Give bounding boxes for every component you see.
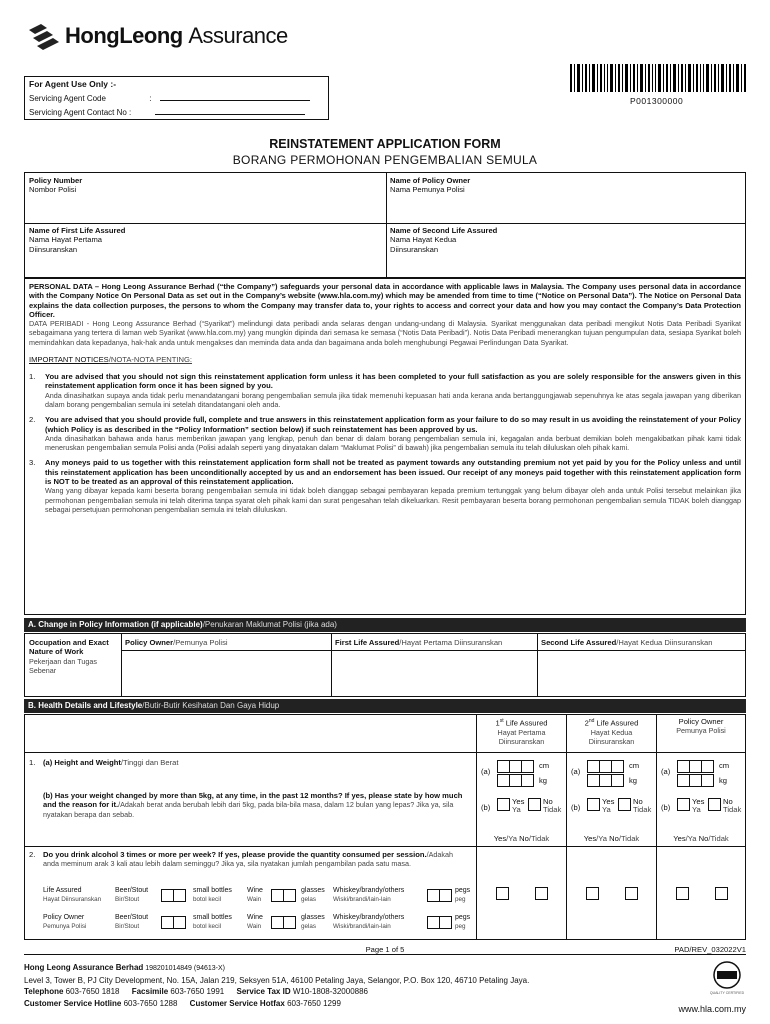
- whiskey-label-my: Wiski/brandi/lain-lain: [333, 896, 391, 904]
- small-bottles-label-my: botol kecil: [193, 923, 222, 931]
- question-2-my: /Adakah anda meminum arak 3 kali atau lebih dalam seminggu? Jika ya, sila nyatakan jumlah pengambilan pada satu masa.: [43, 850, 453, 869]
- wine-label-my: Wain: [247, 923, 262, 931]
- occupation-first-input[interactable]: [332, 651, 536, 695]
- beer-qty-input[interactable]: [161, 889, 186, 902]
- agent-code-label: Servicing Agent Code: [29, 94, 106, 103]
- beer-label: Beer/Stout: [115, 914, 149, 921]
- yes-no-header: [657, 834, 745, 843]
- col-second-num: 2: [584, 718, 589, 728]
- no-checkbox[interactable]: [708, 798, 721, 811]
- footer-tax: W10-1808-32000886: [292, 987, 368, 996]
- occupation-label-my: Pekerjaan dan Tugas Sebenar: [29, 656, 97, 675]
- unit-cm: cm: [539, 761, 550, 770]
- notice-text-en: You are advised that you should not sign this reinstatement application form unless it has been completed to your full satisfaction as you are solely responsible for the answers given in this reinstatement application form once it has been signed by you.: [45, 372, 741, 391]
- notices-title-my: /NOTA-NOTA PENTING:: [108, 355, 193, 365]
- footer-website[interactable]: www.hla.com.my: [678, 1004, 746, 1014]
- col-second-my1: Hayat Kedua: [590, 727, 633, 737]
- beer-label: Beer/Stout: [115, 887, 149, 894]
- col-header-second-life: [567, 717, 656, 746]
- second-life-label: Name of Second Life Assured: [390, 226, 498, 235]
- alcohol-row: [43, 886, 473, 910]
- yes-label: [602, 798, 614, 814]
- policy-number-field[interactable]: [29, 176, 379, 195]
- yn-tidak: /Tidak: [528, 834, 550, 843]
- col-owner-my1: Pemunya Polisi: [676, 726, 726, 736]
- label-b: (b): [661, 803, 671, 812]
- yn-ya: /Ya: [506, 834, 517, 843]
- question-1b: [43, 791, 471, 819]
- notice-text-en: Any moneys paid to us together with this reinstatement application form shall not be treated as payment towards any outstanding premium not yet paid by you for the Policy unless and until this reinstatement application has been unconditionally accepted by us and an endorsement has been issued. Our receipt of any moneys paid together with this reinstatement application form is NOT to be treated as an approval of this reinstatement application.: [45, 458, 741, 487]
- question-2-number: 2.: [29, 850, 36, 859]
- logo-brand-bold: HongLeong: [65, 23, 183, 48]
- footer-fax-label: Facsimile: [131, 987, 169, 996]
- no-my: Tidak: [543, 805, 562, 814]
- footer-tax-label: Service Tax ID: [236, 987, 291, 996]
- no-en: No: [633, 797, 643, 806]
- footer-address: Level 3, Tower B, PJ City Development, No. 15A, Jalan 219, Seksyen 51A, 46100 Petaling Jaya, Selangor, P.O. Box 120, 46710 Petaling Jaya.: [24, 975, 530, 985]
- policy-info-grid: [24, 172, 746, 278]
- yn-yes: Yes: [583, 834, 597, 843]
- notice-text-my: Wang yang dibayar kepada kami beserta borang pengembalian semula ini tidak boleh dianggap sebagai pembayaran kepada premium tertunggak yang belum dibayar oleh anda untuk Polisi tersebut melainkan jika permohonan pengembalian semula ini telah diterima tanpa syarat oleh pihak kami dan surat pengesahan telah dikeluarkan. Resit pembayaran beserta borang permohonan pengembalian semula TIDAK boleh dianggap sebagai persetujuan permohonan pengembalian semula ini telah diluluskan.: [45, 486, 741, 514]
- pegs-label: pegs: [455, 887, 471, 894]
- yes-en: Yes: [602, 797, 615, 806]
- quality-badge-text: QUALITY CERTIFIED: [709, 991, 745, 995]
- label-b: (b): [571, 803, 581, 812]
- notices-box: [24, 278, 746, 615]
- beer-label-my: Bir/Stout: [115, 923, 140, 931]
- height-input[interactable]: [497, 760, 534, 773]
- yn-tidak: /Tidak: [618, 834, 640, 843]
- policy-number-label-my: Nombor Polisi: [29, 185, 77, 195]
- footer-hotline: 603-7650 1288: [123, 998, 178, 1008]
- yn-no: No: [609, 834, 619, 843]
- footer-hotfax: 603-7650 1299: [287, 998, 341, 1008]
- glasses-label-my: gelas: [301, 923, 317, 931]
- occupation-second-input[interactable]: [538, 651, 745, 695]
- yn-ya: /Ya: [596, 834, 607, 843]
- q2-yes-checkbox[interactable]: [676, 887, 689, 900]
- question-1a-my: /Tinggi dan Berat: [120, 758, 179, 767]
- yes-checkbox[interactable]: [677, 798, 690, 811]
- agent-code-colon: :: [149, 94, 152, 103]
- no-my: Tidak: [633, 805, 652, 814]
- col-first-sup: st: [499, 718, 504, 724]
- section-a-title-my: /Penukaran Maklumat Polisi (jika ada): [202, 620, 337, 629]
- notice-item: [29, 415, 741, 452]
- notice-number: 3.: [29, 458, 36, 468]
- owner-name-label-my: Nama Pemunya Polisi: [390, 185, 465, 195]
- company-info: [24, 962, 664, 1009]
- question-1b-en: (b) Has your weight changed by more than 5kg, at any time, in the past 12 months? If yes, please state by how much and the reason for it.: [43, 791, 463, 810]
- wine-label: Wine: [247, 887, 263, 894]
- personal-data-en: PERSONAL DATA – Hong Leong Assurance Berhad (“the Company”) safeguards your personal data in accordance with applicable laws in Malaysia. The Company uses personal data in accordance with the Company Notice On Personal Data as set out in the Company’s website (www.hla.com.my) which may be amended from time to time (“Notice on Personal Data”). The Notice on Personal Data explains the data collection purposes, the persons to whom the Company may transfer data to, your rights to access and correct your data and how you may contact the Company’s Data Protection Officer.: [29, 282, 741, 319]
- unit-cm: cm: [629, 761, 640, 770]
- notice-item: [29, 372, 741, 409]
- alcohol-who: Policy Owner: [43, 914, 85, 921]
- col-first-num: 1: [495, 718, 500, 728]
- whiskey-qty-input[interactable]: [427, 916, 452, 929]
- first-life-label: Name of First Life Assured: [29, 226, 126, 235]
- logo-brand-light: Assurance: [188, 23, 288, 48]
- company-logo: [27, 20, 347, 56]
- col-first-en: Life Assured: [503, 718, 548, 728]
- col-second-life-en: Second Life Assured: [541, 638, 617, 647]
- agent-code-field[interactable]: [160, 93, 310, 101]
- pegs-label-my: peg: [455, 896, 466, 904]
- alcohol-who: Life Assured: [43, 887, 82, 894]
- yn-no: No: [698, 834, 709, 843]
- col-first-life: [335, 638, 502, 647]
- question-1a: [29, 758, 469, 767]
- notice-number: 2.: [29, 415, 36, 425]
- glasses-label-my: gelas: [301, 896, 317, 904]
- pegs-label-my: peg: [455, 923, 466, 931]
- q2-no-checkbox[interactable]: [625, 887, 638, 900]
- section-a-header: [24, 618, 746, 632]
- second-life-label-my: Nama Hayat Kedua Diinsuranskan: [390, 235, 457, 254]
- yes-no-header: [567, 834, 656, 843]
- occupation-label-en: Occupation and Exact Nature of Work: [29, 638, 109, 657]
- no-label: [543, 798, 561, 814]
- no-checkbox[interactable]: [528, 798, 541, 811]
- col-second-life-my: /Hayat Kedua Diinsuranskan: [616, 638, 713, 647]
- occupation-label: [29, 638, 119, 675]
- yes-label: [692, 798, 704, 814]
- agent-box-title: For Agent Use Only :-: [29, 79, 117, 89]
- agent-contact-label: Servicing Agent Contact No :: [29, 108, 132, 117]
- yn-ya: /Ya: [685, 834, 697, 843]
- yes-my: Ya: [512, 805, 521, 814]
- beer-qty-input[interactable]: [161, 916, 186, 929]
- footer-hotfax-label: Customer Service Hotfax: [189, 998, 285, 1008]
- yes-my: Ya: [692, 805, 701, 814]
- small-bottles-label-my: botol kecil: [193, 896, 222, 904]
- height-input[interactable]: [677, 760, 714, 773]
- no-my: Tidak: [723, 805, 742, 814]
- footer-company-reg: 198201014849 (94613-X): [143, 965, 226, 972]
- whiskey-qty-input[interactable]: [427, 889, 452, 902]
- label-b: (b): [481, 803, 491, 812]
- whiskey-label: Whiskey/brandy/others: [333, 887, 405, 894]
- footer-tel: 603-7650 1818: [65, 987, 120, 996]
- no-label: [723, 798, 741, 814]
- second-life-field[interactable]: [390, 226, 500, 254]
- form-subtitle: BORANG PERMOHONAN PENGEMBALIAN SEMULA: [232, 153, 538, 167]
- section-b-header: [24, 699, 746, 713]
- glasses-label: glasses: [301, 887, 325, 894]
- logo-mark-icon: [27, 22, 61, 52]
- section-b-title: B. Health Details and Lifestyle: [28, 701, 143, 710]
- label-a: (a): [661, 767, 671, 776]
- col-owner-en: Policy Owner: [678, 717, 724, 726]
- weight-input[interactable]: [497, 774, 534, 787]
- col-first-life-my: /Hayat Pertama Diinsuranskan: [399, 638, 503, 647]
- question-1b-my: /Adakah berat anda berubah lebih dari 5kg, pada bila-bila masa, dalam 12 bulan yang lepas? Jika ya, sila nyatakan berapa dan sebab.: [43, 800, 454, 819]
- unit-kg: kg: [539, 776, 548, 785]
- beer-label-my: Bir/Stout: [115, 896, 140, 904]
- hw-block-second: [567, 758, 656, 846]
- yn-yes: Yes: [493, 834, 507, 843]
- weight-input[interactable]: [677, 774, 714, 787]
- section-b-title-my: /Butir-Butir Kesihatan Dan Gaya Hidup: [142, 701, 280, 710]
- col-second-en: Life Assured: [594, 718, 639, 728]
- notice-item: [29, 458, 741, 514]
- notice-text-my: Anda dinasihatkan supaya anda tidak perlu menandatangani borang pengembalian semula jika tidak memenuhi kepuasan hati anda kerana anda bertanggungjawab sepenuhnya ke atas segala jawapan yang diberikan dalam borang pengembalian semula ini setelah ditandatangani oleh anda.: [45, 390, 741, 409]
- col-second-sup: nd: [588, 718, 595, 724]
- label-a: (a): [481, 767, 491, 776]
- no-checkbox[interactable]: [618, 798, 631, 811]
- wine-label: Wine: [247, 914, 263, 921]
- hw-block-owner: [657, 758, 745, 846]
- col-first-my2: Diinsuranskan: [498, 737, 545, 747]
- agent-contact-field[interactable]: [155, 107, 305, 115]
- footer-hotline-label: Customer Service Hotline: [24, 998, 122, 1008]
- quality-badge-icon: [709, 960, 745, 995]
- small-bottles-label: small bottles: [193, 887, 232, 894]
- unit-cm: cm: [719, 761, 730, 770]
- q2-no-checkbox[interactable]: [715, 887, 728, 900]
- form-reference: PAD/REV_032022V1: [674, 945, 746, 954]
- yes-en: Yes: [512, 797, 525, 806]
- notice-text-my: Anda dinasihatkan bahawa anda harus memberikan jawapan yang lengkap, penuh dan benar di dalam borang pengembalian semula ini, kegagalan anda berbuat demikian boleh mengakibatkan pihak kami tidak meneruskan pengembalian semula Polisi anda (Polisi adalah seperti yang dinyatakan dalam “Maklumat Polisi” di bawah) jika pengembalian semula itu telah diluluskan oleh pihak kami.: [45, 433, 741, 453]
- section-b-table: [24, 714, 746, 940]
- small-bottles-label: small bottles: [193, 914, 232, 921]
- whiskey-label-my: Wiski/brandi/lain-lain: [333, 923, 391, 931]
- col-first-life-en: First Life Assured: [335, 638, 400, 647]
- unit-kg: kg: [629, 776, 638, 785]
- yn-tidak: /Tidak: [708, 834, 729, 843]
- policy-number-label: Policy Number: [29, 176, 83, 185]
- first-life-label-my: Nama Hayat Pertama Diinsuranskan: [29, 235, 103, 254]
- q2-yes-checkbox[interactable]: [586, 887, 599, 900]
- label-a: (a): [571, 767, 581, 776]
- wine-label-my: Wain: [247, 896, 262, 904]
- col-policy-owner: [125, 638, 228, 647]
- yes-checkbox[interactable]: [587, 798, 600, 811]
- question-1a-en: (a) Height and Weight: [43, 758, 121, 767]
- q2-no-checkbox[interactable]: [535, 887, 548, 900]
- whiskey-label: Whiskey/brandy/others: [333, 914, 405, 921]
- q2-yes-checkbox[interactable]: [496, 887, 509, 900]
- section-a-title: A. Change in Policy Information (if applicable): [28, 620, 203, 629]
- yes-no-header: [477, 834, 566, 843]
- height-input[interactable]: [587, 760, 624, 773]
- notice-number: 1.: [29, 372, 36, 382]
- no-label: [633, 798, 651, 814]
- yes-checkbox[interactable]: [497, 798, 510, 811]
- page-number: Page 1 of 5: [365, 945, 405, 954]
- alcohol-who-my: Pemunya Polisi: [43, 923, 87, 931]
- first-life-field[interactable]: [29, 226, 129, 254]
- barcode-number: P001300000: [630, 96, 684, 106]
- yes-en: Yes: [692, 797, 705, 806]
- occupation-owner-input[interactable]: [122, 651, 330, 695]
- pegs-label: pegs: [455, 914, 471, 921]
- section-a-table: [24, 633, 746, 697]
- col-header-policy-owner: [657, 717, 745, 736]
- glasses-label: glasses: [301, 914, 325, 921]
- alcohol-who-my: Hayat Diinsuranskan: [43, 896, 102, 904]
- wine-qty-input[interactable]: [271, 889, 296, 902]
- weight-input[interactable]: [587, 774, 624, 787]
- question-2: [29, 850, 469, 869]
- col-first-my1: Hayat Pertama: [497, 727, 546, 737]
- alcohol-row: [43, 913, 473, 937]
- owner-name-field[interactable]: [390, 176, 740, 195]
- footer-fax: 603-7650 1991: [170, 987, 225, 996]
- col-policy-owner-my: /Pemunya Polisi: [173, 638, 228, 647]
- col-header-first-life: [477, 717, 566, 746]
- owner-name-label: Name of Policy Owner: [390, 176, 471, 185]
- yes-my: Ya: [602, 805, 611, 814]
- no-en: No: [543, 797, 553, 806]
- yn-no: No: [519, 834, 529, 843]
- col-second-my2: Diinsuranskan: [588, 737, 635, 747]
- notice-text-en: You are advised that you should provide full, complete and true answers in this reinstatement application form as your failure to do so may result in us avoiding the reinstatement of your Policy (which Policy is as described in the “Policy Information” section below) if such reinstatement has been approved by us.: [45, 415, 741, 434]
- footer-company-name: Hong Leong Assurance Berhad: [24, 963, 144, 972]
- col-policy-owner-en: Policy Owner: [125, 638, 174, 647]
- unit-kg: kg: [719, 776, 728, 785]
- no-en: No: [723, 797, 733, 806]
- notices-title: IMPORTANT NOTICES: [29, 355, 109, 365]
- agent-use-box: [24, 76, 329, 120]
- barcode: [570, 64, 746, 92]
- wine-qty-input[interactable]: [271, 916, 296, 929]
- question-1-number: 1.: [29, 758, 36, 767]
- yes-label: [512, 798, 524, 814]
- form-title: REINSTATEMENT APPLICATION FORM: [269, 137, 501, 151]
- personal-data-my: DATA PERIBADI - Hong Leong Assurance Berhad (“Syarikat”) melindungi data peribadi anda selaras dengan undang-undang di Malaysia. Syarikat menggunakan data peribadi mengikut Notis Data Peribadi Syarikat sebagaimana yang tertera di laman web Syarikat (www.hla.com.my) yang mungkin dipinda dari semasa ke semasa (“Notis Data Peribadi”). Notis Data Peribadi menerangkan tujuan pengumpulan data, sesiapa Syarikat boleh memindahkan data kepadanya, hak-hak anda untuk mengakses dan meminda data anda dan bagaimana anda boleh menghubungi Pegawai Perlindungan Data Syarikat.: [29, 319, 741, 347]
- question-2-en: Do you drink alcohol 3 times or more per week? If yes, please provide the quantity consumed per session.: [43, 850, 427, 859]
- footer-tel-label: Telephone: [24, 987, 64, 996]
- hw-block-first: [477, 758, 566, 846]
- yn-yes: Yes: [673, 834, 686, 843]
- col-second-life: [541, 638, 713, 647]
